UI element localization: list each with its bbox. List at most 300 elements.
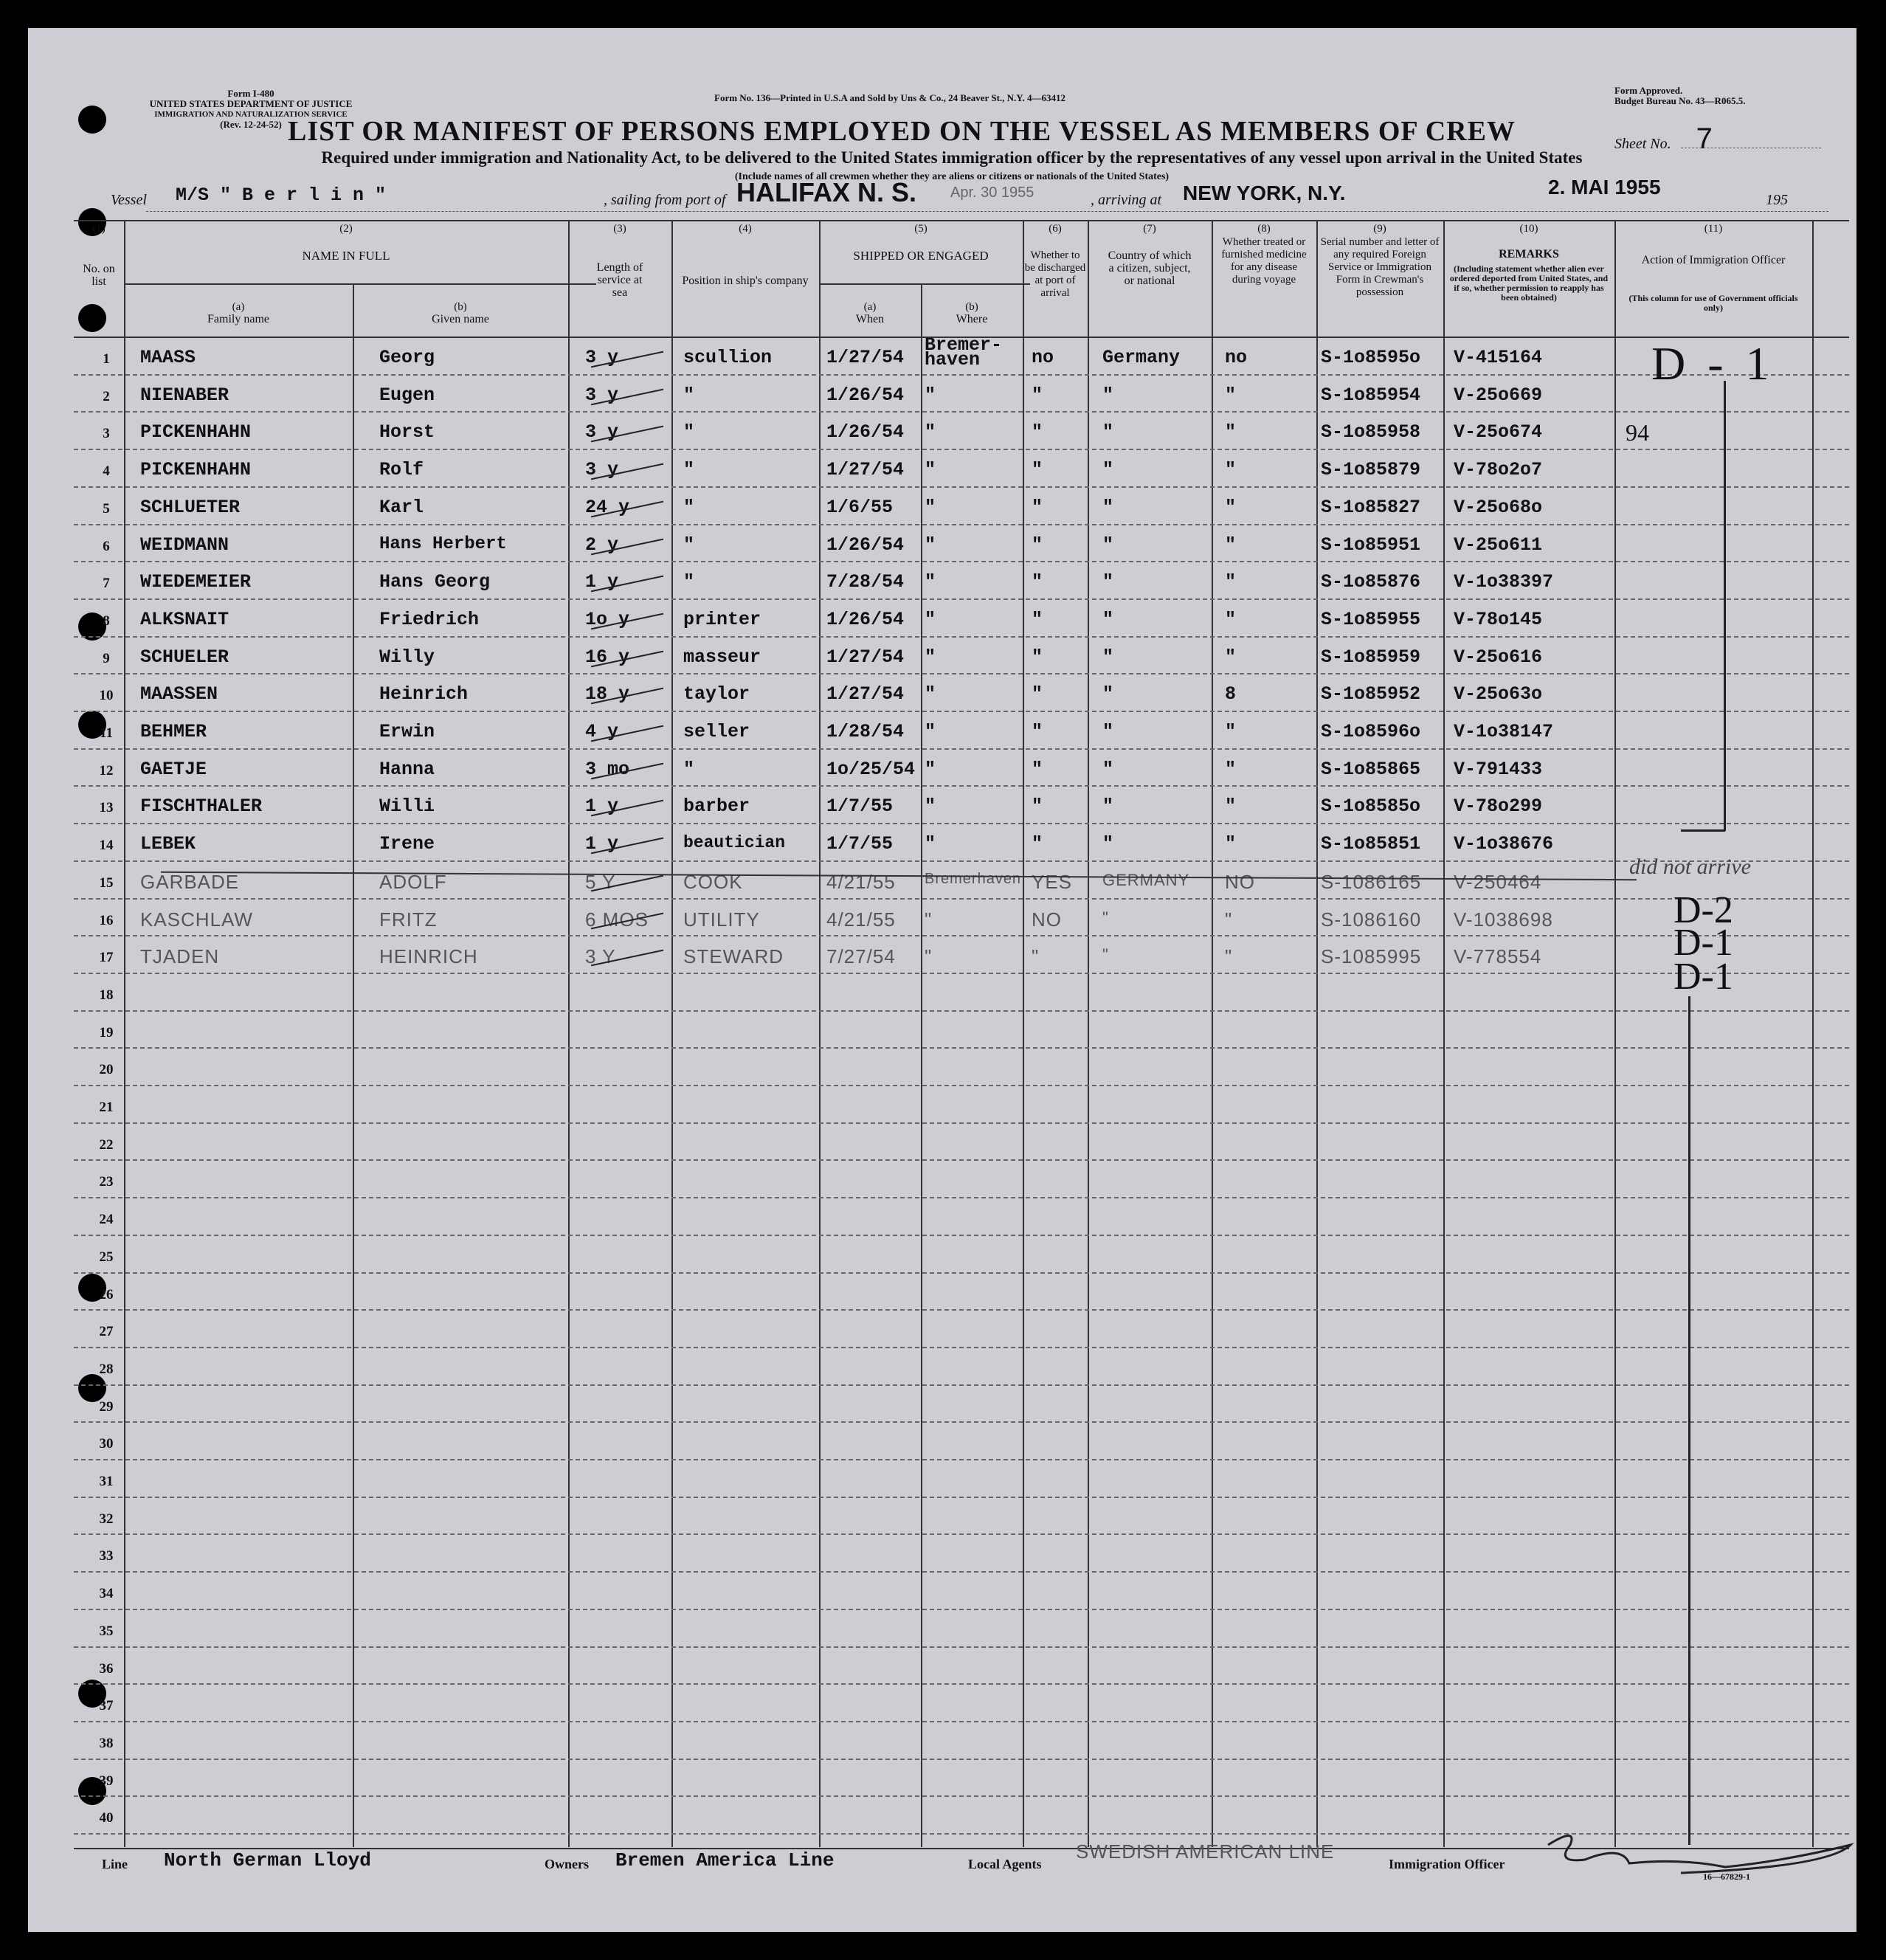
row-number: 32 xyxy=(99,1511,114,1527)
cell-shipped-when: 1/27/54 xyxy=(826,347,905,368)
row-number: 29 xyxy=(99,1398,114,1415)
cell-shipped-when: 1/26/54 xyxy=(826,421,905,444)
cell-ship-position: " xyxy=(683,421,695,444)
col-num-5b: (b) xyxy=(965,301,978,313)
row-number: 27 xyxy=(99,1324,114,1340)
col-header-position: Position in ship's company xyxy=(682,275,809,287)
service: IMMIGRATION AND NATURALIZATION SERVICE xyxy=(154,110,348,119)
cell-ship-position: COOK xyxy=(683,870,743,893)
cell-medicine: no xyxy=(1225,347,1248,368)
action-mark-row-14: did not arrive xyxy=(1629,855,1751,879)
row-number: 1 xyxy=(103,351,110,367)
row-line xyxy=(74,823,1849,824)
cell-serial-number: S-1o8595o xyxy=(1321,347,1421,368)
col-num-4: (4) xyxy=(739,223,752,235)
cell-given-name: Horst xyxy=(379,421,435,444)
cell-remarks: V-25o669 xyxy=(1454,384,1543,406)
cell-remarks: V-25o68o xyxy=(1454,496,1543,518)
cell-shipped-where: " xyxy=(925,908,933,931)
punch-hole xyxy=(78,1374,106,1402)
row-line xyxy=(74,1459,1849,1460)
cell-remarks: V-1o38147 xyxy=(1454,721,1554,742)
cell-family-name: NIENABER xyxy=(140,384,229,406)
footer-code: 16—67829-1 xyxy=(1703,1871,1750,1882)
cell-ship-position: barber xyxy=(683,796,750,818)
cell-given-name: Hans Georg xyxy=(379,571,491,593)
cell-discharge: " xyxy=(1032,646,1043,668)
row-number: 24 xyxy=(99,1212,114,1228)
cell-service-length: 3 y xyxy=(585,347,619,368)
row-number: 11 xyxy=(100,725,113,741)
row-line xyxy=(74,898,1849,900)
cell-shipped-where: " xyxy=(925,945,933,968)
row-line xyxy=(74,1497,1849,1498)
row-line xyxy=(74,748,1849,750)
row-line xyxy=(74,973,1849,974)
cell-shipped-when: 7/27/54 xyxy=(826,945,896,968)
footer-owners-value: Bremen America Line xyxy=(615,1849,835,1871)
cell-shipped-where: Bremer-haven xyxy=(925,334,1003,370)
punch-hole xyxy=(78,304,106,332)
cell-given-name: Georg xyxy=(379,347,435,368)
col-header-service: Length of service at sea xyxy=(596,261,643,299)
col-header-when: When xyxy=(855,313,885,325)
cell-remarks: V-25o674 xyxy=(1454,421,1543,444)
cell-ship-position: scullion xyxy=(683,347,773,368)
cell-ship-position: beautician xyxy=(683,833,786,853)
cell-family-name: MAASS xyxy=(140,347,196,368)
cell-given-name: Erwin xyxy=(379,721,435,742)
row-line xyxy=(74,449,1849,450)
cell-family-name: FISCHTHALER xyxy=(140,796,263,818)
col-header-serial: Serial number and letter of any required Foreign Service or Immigration Form in Crewman's possession xyxy=(1320,236,1440,298)
cell-ship-position: printer xyxy=(683,608,761,630)
row-line xyxy=(74,860,1849,862)
cell-shipped-where: " xyxy=(925,721,936,742)
cell-country: " xyxy=(1102,908,1109,927)
manifest-title: LIST OR MANIFEST OF PERSONS EMPLOYED ON THE VESSEL AS MEMBERS OF CREW xyxy=(288,116,1516,147)
action-long-line xyxy=(1688,996,1690,1845)
cell-discharge: NO xyxy=(1032,908,1062,931)
cell-family-name: PICKENHAHN xyxy=(140,421,252,444)
table-top-border xyxy=(74,220,1849,221)
row-number: 9 xyxy=(103,650,110,666)
row-line xyxy=(74,411,1849,413)
row-number: 14 xyxy=(99,838,114,854)
vessel-name: M/S " B e r l i n " xyxy=(176,184,387,206)
col-header-action: Action of Immigration Officer xyxy=(1641,254,1786,266)
row-line xyxy=(74,524,1849,525)
cell-shipped-where: " xyxy=(925,758,936,780)
cell-given-name: ADOLF xyxy=(379,870,447,893)
cell-shipped-where: " xyxy=(925,459,936,481)
col-header-country: Country of which a citizen, subject, or national xyxy=(1108,249,1192,287)
row-line xyxy=(74,1571,1849,1573)
cell-shipped-where: " xyxy=(925,833,936,855)
cell-shipped-where: " xyxy=(925,534,936,556)
row-number: 39 xyxy=(99,1773,114,1789)
row-line xyxy=(74,1085,1849,1086)
cell-serial-number: S-1o85951 xyxy=(1321,534,1421,556)
cell-ship-position: " xyxy=(683,571,695,593)
row-line xyxy=(74,935,1849,936)
shipped-subheader-line xyxy=(819,283,1030,285)
manifest-subtitle: Required under immigration and Nationality Act, to be delivered to the United States immigration officer by the representatives of any vessel upon arrival in the United States xyxy=(321,148,1583,167)
row-line xyxy=(74,1347,1849,1348)
cell-service-length: 1o y xyxy=(585,608,630,630)
revision: (Rev. 12-24-52) xyxy=(220,119,282,130)
cell-remarks: V-25o611 xyxy=(1454,534,1543,556)
col-divider xyxy=(1443,220,1445,1847)
cell-ship-position: " xyxy=(683,384,695,406)
action-mark-row-1: D-1 xyxy=(1651,337,1792,390)
row-line xyxy=(74,1683,1849,1685)
year-label: 195 xyxy=(1766,192,1788,208)
sheet-label: Sheet No. xyxy=(1614,136,1671,152)
cell-remarks: V-78o2o7 xyxy=(1454,459,1543,481)
col-num-10: (10) xyxy=(1519,223,1538,235)
col-divider xyxy=(1212,220,1213,1847)
col-header-no: No. on list xyxy=(83,263,115,288)
cell-shipped-where: " xyxy=(925,796,936,818)
row-number: 22 xyxy=(99,1136,114,1153)
col-num-8: (8) xyxy=(1257,223,1271,235)
cell-serial-number: S-1o85958 xyxy=(1321,421,1421,444)
cell-service-length: 6 MOS xyxy=(585,908,649,931)
cell-discharge: " xyxy=(1032,384,1043,406)
cell-shipped-when: 1o/25/54 xyxy=(826,758,916,780)
cell-service-length: 2 y xyxy=(585,534,619,556)
col-num-7: (7) xyxy=(1143,223,1156,235)
cell-shipped-when: 1/27/54 xyxy=(826,683,905,705)
row-number: 4 xyxy=(103,463,110,480)
col-num-3: (3) xyxy=(613,223,626,235)
cell-country: " xyxy=(1102,459,1114,481)
sheet-number: 7 xyxy=(1696,122,1713,155)
cell-discharge: " xyxy=(1032,459,1043,481)
action-mark-row-3: 94 xyxy=(1626,419,1649,446)
row-line xyxy=(74,1010,1849,1012)
row-number: 13 xyxy=(99,800,114,816)
cell-shipped-where: " xyxy=(925,646,936,668)
cell-remarks: V-78o145 xyxy=(1454,608,1543,630)
cell-family-name: MAASSEN xyxy=(140,683,218,705)
printer-line: Form No. 136—Printed in U.S.A and Sold by Uns & Co., 24 Beaver St., N.Y. 4—63412 xyxy=(714,92,1065,103)
cell-shipped-when: 1/27/54 xyxy=(826,459,905,481)
cell-family-name: SCHUELER xyxy=(140,646,229,668)
row-line xyxy=(74,1197,1849,1198)
cell-ship-position: STEWARD xyxy=(683,945,784,968)
cell-family-name: WIEDEMEIER xyxy=(140,571,252,593)
col-header-family: Family name xyxy=(207,313,269,325)
col-num-9: (9) xyxy=(1373,223,1386,235)
cell-serial-number: S-1o85865 xyxy=(1321,758,1421,780)
cell-shipped-when: 1/28/54 xyxy=(826,721,905,742)
cell-family-name: BEHMER xyxy=(140,721,207,742)
cell-medicine: " xyxy=(1225,384,1237,406)
row-line xyxy=(74,486,1849,488)
cell-given-name: Willy xyxy=(379,646,435,668)
cell-service-length: 3 y xyxy=(585,384,619,406)
manifest-sheet xyxy=(28,28,1856,1932)
cell-family-name: ALKSNAIT xyxy=(140,608,229,630)
cell-ship-position: " xyxy=(683,496,695,518)
cell-serial-number: S-1o85955 xyxy=(1321,608,1421,630)
col-header-shipped: SHIPPED OR ENGAGED xyxy=(853,249,989,263)
cell-medicine: " xyxy=(1225,496,1237,518)
cell-shipped-where: " xyxy=(925,384,936,406)
row-line xyxy=(74,673,1849,674)
col-divider xyxy=(568,220,570,1847)
cell-service-length: 5 Y xyxy=(585,870,616,893)
cell-remarks: V-778554 xyxy=(1454,945,1542,968)
cell-remarks: V-78o299 xyxy=(1454,796,1543,818)
vessel-underline xyxy=(146,211,1828,212)
col-divider xyxy=(1812,220,1814,1847)
cell-discharge: " xyxy=(1032,534,1043,556)
cell-service-length: 1 y xyxy=(585,571,619,593)
cell-medicine: " xyxy=(1225,459,1237,481)
cell-remarks: V-1038698 xyxy=(1454,908,1553,931)
cell-serial-number: S-1o85959 xyxy=(1321,646,1421,668)
cell-given-name: Hanna xyxy=(379,758,435,780)
cell-family-name: PICKENHAHN xyxy=(140,459,252,481)
row-line xyxy=(74,1795,1849,1797)
cell-ship-position: " xyxy=(683,534,695,556)
cell-medicine: " xyxy=(1225,646,1237,668)
cell-family-name: GARBADE xyxy=(140,870,240,893)
cell-shipped-when: 1/6/55 xyxy=(826,496,894,518)
cell-discharge: " xyxy=(1032,683,1043,705)
cell-remarks: V-791433 xyxy=(1454,758,1543,780)
cell-shipped-where: " xyxy=(925,683,936,705)
row-line xyxy=(74,598,1849,600)
cell-country: Germany xyxy=(1102,347,1181,368)
row-number: 6 xyxy=(103,538,110,554)
row-line xyxy=(74,636,1849,638)
cell-ship-position: " xyxy=(683,459,695,481)
cell-serial-number: S-1o85954 xyxy=(1321,384,1421,406)
cell-shipped-when: 7/28/54 xyxy=(826,571,905,593)
footer-agents-value: SWEDISH AMERICAN LINE xyxy=(1076,1840,1335,1863)
row-number: 35 xyxy=(99,1623,114,1639)
row-number: 33 xyxy=(99,1548,114,1564)
cell-shipped-where: " xyxy=(925,571,936,593)
col-num-1: (1) xyxy=(92,223,106,235)
cell-given-name: Irene xyxy=(379,833,435,855)
cell-medicine: " xyxy=(1225,833,1237,855)
row-number: 34 xyxy=(99,1586,114,1602)
cell-service-length: 1 y xyxy=(585,796,619,818)
row-line xyxy=(74,1384,1849,1386)
row-number: 8 xyxy=(103,612,110,629)
cell-service-length: 3 Y xyxy=(585,945,616,968)
action-mark-row-16: D-1 xyxy=(1673,922,1733,964)
cell-shipped-where: " xyxy=(925,421,936,444)
col-divider xyxy=(1316,220,1318,1847)
cell-remarks: V-250464 xyxy=(1454,870,1542,893)
cell-country: " xyxy=(1102,496,1114,518)
vessel-label: Vessel xyxy=(111,192,147,208)
row-line xyxy=(74,711,1849,712)
row-line xyxy=(74,1721,1849,1722)
row-line xyxy=(74,785,1849,787)
sailing-label: , sailing from port of xyxy=(604,192,726,208)
cell-discharge: no xyxy=(1032,347,1054,368)
col-num-5a: (a) xyxy=(863,301,877,313)
row-number: 28 xyxy=(99,1361,114,1377)
cell-given-name: FRITZ xyxy=(379,908,438,931)
form-number: Form I-480 xyxy=(227,88,274,99)
col-divider xyxy=(921,283,922,1847)
col-divider xyxy=(1088,220,1089,1847)
cell-family-name: LEBEK xyxy=(140,833,196,855)
cell-serial-number: S-1086165 xyxy=(1321,870,1422,893)
row-number: 12 xyxy=(99,762,114,779)
row-number: 20 xyxy=(99,1062,114,1078)
row-number: 2 xyxy=(103,388,110,404)
cell-service-length: 16 y xyxy=(585,646,630,668)
cell-given-name: Friedrich xyxy=(379,608,480,630)
port-note: Apr. 30 1955 xyxy=(950,184,1034,201)
row-line xyxy=(74,1609,1849,1610)
action-mark-row-17: D-1 xyxy=(1673,956,1733,998)
row-line xyxy=(74,1047,1849,1049)
cell-medicine: " xyxy=(1225,571,1237,593)
action-bracket-foot xyxy=(1681,829,1725,832)
cell-medicine: " xyxy=(1225,796,1237,818)
row-number: 25 xyxy=(99,1249,114,1265)
row-number: 5 xyxy=(103,500,110,517)
cell-service-length: 24 y xyxy=(585,496,630,518)
row-line xyxy=(74,1309,1849,1311)
cell-medicine: " xyxy=(1225,534,1237,556)
cell-service-length: 1 y xyxy=(585,833,619,855)
footer-line-value: North German Lloyd xyxy=(164,1849,371,1871)
cell-medicine: " xyxy=(1225,758,1237,780)
manifest-note: (Include names of all crewmen whether they are aliens or citizens or nationals of the United States) xyxy=(734,171,1170,182)
row-number: 17 xyxy=(99,950,114,966)
cell-given-name: Karl xyxy=(379,496,424,518)
cell-medicine: " xyxy=(1225,908,1233,931)
footer-owners-label: Owners xyxy=(545,1857,589,1871)
col-num-2b: (b) xyxy=(454,301,467,313)
cell-country: " xyxy=(1102,608,1114,630)
arriving-label: , arriving at xyxy=(1091,192,1162,208)
cell-serial-number: S-1o8585o xyxy=(1321,796,1421,818)
row-number: 15 xyxy=(99,874,114,891)
cell-shipped-when: 1/26/54 xyxy=(826,384,905,406)
row-number: 30 xyxy=(99,1436,114,1452)
cell-ship-position: taylor xyxy=(683,683,750,705)
cell-service-length: 18 y xyxy=(585,683,630,705)
cell-family-name: GAETJE xyxy=(140,758,207,780)
cell-serial-number: S-1086160 xyxy=(1321,908,1422,931)
port-from: HALIFAX N. S. xyxy=(736,177,917,207)
col-header-action-note: (This column for use of Government officials only) xyxy=(1628,293,1798,313)
cell-serial-number: S-1o85879 xyxy=(1321,459,1421,481)
cell-discharge: YES xyxy=(1032,870,1073,893)
cell-country: " xyxy=(1102,945,1109,965)
action-bracket-line xyxy=(1724,381,1726,831)
name-subheader-line xyxy=(124,283,596,285)
col-num-2a: (a) xyxy=(232,301,245,313)
row-number: 19 xyxy=(99,1024,114,1041)
row-number: 40 xyxy=(99,1810,114,1826)
row-line xyxy=(74,1159,1849,1161)
cell-shipped-where: " xyxy=(925,608,936,630)
cell-discharge: " xyxy=(1032,833,1043,855)
cell-discharge: " xyxy=(1032,721,1043,742)
row-number: 10 xyxy=(99,688,114,704)
department: UNITED STATES DEPARTMENT OF JUSTICE xyxy=(149,98,353,109)
row-line xyxy=(74,1759,1849,1760)
budget-block xyxy=(1614,86,1745,106)
cell-given-name: Willi xyxy=(379,796,435,818)
row-number: 16 xyxy=(99,912,114,928)
col-header-given: Given name xyxy=(432,313,489,325)
row-line xyxy=(74,1646,1849,1648)
cell-country: " xyxy=(1102,796,1114,818)
cell-service-length: 3 mo xyxy=(585,758,630,780)
cell-shipped-when: 1/26/54 xyxy=(826,608,905,630)
cell-ship-position: UTILITY xyxy=(683,908,760,931)
cell-country: " xyxy=(1102,534,1114,556)
cell-shipped-when: 1/26/54 xyxy=(826,534,905,556)
row-number: 31 xyxy=(99,1474,114,1489)
cell-serial-number: S-1o85952 xyxy=(1321,683,1421,705)
row-line xyxy=(74,374,1849,376)
row-number: 26 xyxy=(99,1286,114,1302)
cell-shipped-when: 4/21/55 xyxy=(826,908,896,931)
cell-medicine: NO xyxy=(1225,870,1255,893)
cell-country: " xyxy=(1102,833,1114,855)
cell-country: " xyxy=(1102,571,1114,593)
cell-discharge: " xyxy=(1032,608,1043,630)
cell-given-name: Hans Herbert xyxy=(379,534,507,554)
row-number: 21 xyxy=(99,1100,114,1115)
cell-medicine: 8 xyxy=(1225,683,1237,705)
col-divider xyxy=(353,283,354,1847)
cell-country: GERMANY xyxy=(1102,870,1190,889)
row-number: 37 xyxy=(99,1698,114,1714)
cell-remarks: V-415164 xyxy=(1454,347,1543,368)
cell-remarks: V-25o63o xyxy=(1454,683,1543,705)
cell-serial-number: S-1085995 xyxy=(1321,945,1422,968)
cell-ship-position: seller xyxy=(683,721,750,742)
col-divider xyxy=(1023,220,1024,1847)
col-header-discharge: Whether to be discharged at port of arrival xyxy=(1024,249,1086,299)
cell-serial-number: S-1o8596o xyxy=(1321,721,1421,742)
cell-shipped-when: 1/7/55 xyxy=(826,796,894,818)
row-line xyxy=(74,1421,1849,1423)
budget-bureau: Budget Bureau No. 43—R065.5. xyxy=(1614,95,1746,106)
col-header-remarks-note: (Including statement whether alien ever ordered deported from United States, and if so, whether permission to reapply has been obtained) xyxy=(1449,263,1609,303)
cell-serial-number: S-1o85851 xyxy=(1321,833,1421,855)
cell-shipped-where: Bremerhaven xyxy=(925,870,1022,887)
cell-country: " xyxy=(1102,721,1114,742)
col-header-remarks: REMARKS xyxy=(1499,248,1559,260)
cell-country: " xyxy=(1102,384,1114,406)
footer-agents-label: Local Agents xyxy=(968,1857,1042,1871)
cell-family-name: KASCHLAW xyxy=(140,908,253,931)
col-num-11: (11) xyxy=(1704,223,1723,235)
row-line xyxy=(74,1533,1849,1535)
cell-serial-number: S-1o85827 xyxy=(1321,496,1421,518)
row-number: 18 xyxy=(99,987,114,1003)
cell-ship-position: masseur xyxy=(683,646,761,668)
cell-medicine: " xyxy=(1225,945,1233,968)
